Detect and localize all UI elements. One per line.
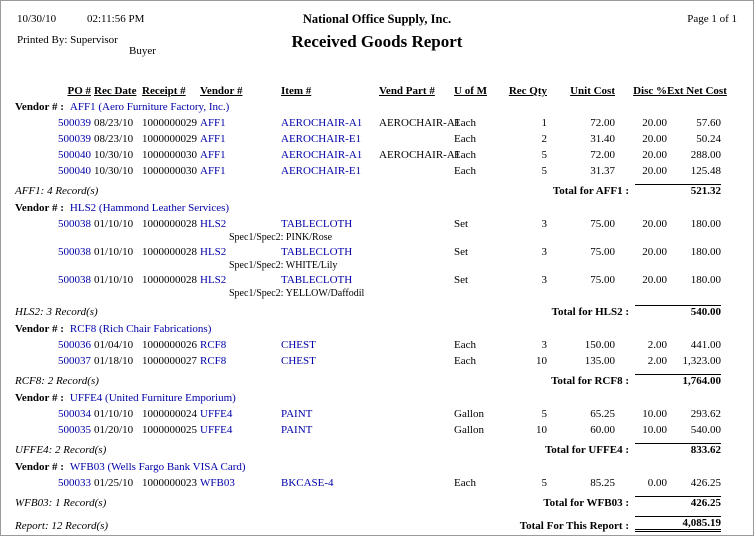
cell-ext: 540.00: [690, 424, 721, 436]
vendor-subtotal-row: [15, 369, 721, 388]
cell-uom: Gallon: [454, 424, 484, 436]
cell-ext: 50.24: [696, 133, 721, 145]
vendor-total-value: 1,764.00: [635, 374, 721, 388]
cell-rec-date: 08/23/10: [94, 133, 134, 145]
col-header-rec-qty: Rec Qty: [508, 85, 547, 97]
vendor-total-label: Total for AFF1 :: [552, 185, 629, 197]
cell-disc: 20.00: [642, 246, 667, 258]
cell-receipt: 1000000023: [142, 477, 197, 489]
cell-ext: 180.00: [690, 246, 721, 258]
cell-receipt: 1000000030: [142, 149, 197, 161]
cell-po[interactable]: 500033: [58, 477, 91, 489]
vendor-total-label: Total for RCF8 :: [551, 375, 629, 387]
cell-qty: 5: [541, 149, 547, 161]
cell-item[interactable]: AEROCHAIR-A1: [281, 149, 363, 161]
cell-qty: 5: [541, 408, 547, 420]
cell-vend-part: [376, 475, 451, 491]
cell-vendor[interactable]: UFFE4: [200, 424, 233, 436]
cell-vend-part: [376, 216, 451, 232]
cell-rec-date: 01/04/10: [94, 339, 134, 351]
cell-unit-cost: 31.40: [590, 133, 615, 145]
cell-rec-date: 10/30/10: [94, 165, 134, 177]
table-row: [15, 337, 721, 353]
report-body: [15, 99, 739, 510]
cell-po[interactable]: 500037: [58, 355, 91, 367]
cell-receipt: 1000000028: [142, 246, 197, 258]
cell-disc: 20.00: [642, 117, 667, 129]
table-row: [15, 422, 721, 438]
cell-vend-part: AEROCHAIR-A1: [379, 149, 461, 161]
cell-rec-date: 01/10/10: [94, 246, 134, 258]
cell-disc: 20.00: [642, 165, 667, 177]
cell-qty: 3: [541, 339, 547, 351]
cell-receipt: 1000000028: [142, 218, 197, 230]
cell-unit-cost: 135.00: [584, 355, 615, 367]
cell-item[interactable]: AEROCHAIR-E1: [281, 133, 362, 145]
report-header: [15, 7, 739, 79]
cell-uom: Each: [454, 117, 476, 129]
vendor-total-label: Total for UFFE4 :: [544, 444, 629, 456]
vendor-group: [15, 390, 739, 457]
cell-receipt: 1000000026: [142, 339, 197, 351]
cell-uom: Each: [454, 355, 476, 367]
cell-disc: 20.00: [642, 274, 667, 286]
vendor-group: [15, 200, 739, 319]
cell-vendor[interactable]: AFF1: [200, 133, 226, 145]
vendor-header-row: [15, 321, 739, 337]
vendor-name-link[interactable]: WFB03 (Wells Fargo Bank VISA Card): [69, 461, 246, 473]
vendor-name-link[interactable]: RCF8 (Rich Chair Fabrications): [69, 323, 212, 335]
cell-item[interactable]: AEROCHAIR-E1: [281, 165, 362, 177]
table-row: [15, 131, 721, 147]
cell-qty: 3: [541, 274, 547, 286]
cell-uom: Each: [454, 477, 476, 489]
report-total-row: [15, 512, 721, 532]
cell-po[interactable]: 500034: [58, 408, 91, 420]
cell-ext: 293.62: [690, 408, 721, 420]
table-row: [15, 475, 721, 491]
cell-vend-part: [376, 337, 451, 353]
spec-line: Spec1/Spec2: YELLOW/Daffodil: [229, 288, 365, 299]
cell-item[interactable]: TABLECLOTH: [281, 274, 353, 286]
cell-rec-date: 01/10/10: [94, 218, 134, 230]
cell-po[interactable]: 500035: [58, 424, 91, 436]
cell-receipt: 1000000030: [142, 165, 197, 177]
cell-ext: 288.00: [690, 149, 721, 161]
vendor-record-count: AFF1: 4 Record(s): [15, 185, 99, 197]
cell-receipt: 1000000029: [142, 133, 197, 145]
vendor-header-row: [15, 459, 739, 475]
vendor-group: [15, 99, 739, 198]
cell-rec-date: 10/30/10: [94, 149, 134, 161]
cell-unit-cost: 150.00: [584, 339, 615, 351]
cell-unit-cost: 31.37: [590, 165, 615, 177]
vendor-total-label: Total for WFB03 :: [543, 497, 629, 509]
cell-receipt: 1000000025: [142, 424, 197, 436]
col-header-disc: Disc %: [633, 85, 667, 97]
cell-rec-date: 01/25/10: [94, 477, 134, 489]
cell-item[interactable]: PAINT: [281, 408, 313, 420]
col-header-item: Item #: [281, 85, 312, 97]
vendor-record-count: UFFE4: 2 Record(s): [15, 444, 107, 456]
cell-receipt: 1000000024: [142, 408, 197, 420]
cell-qty: 10: [536, 424, 547, 436]
table-row: [15, 244, 721, 260]
cell-uom: Gallon: [454, 408, 484, 420]
cell-unit-cost: 85.25: [590, 477, 615, 489]
vendor-total-value: 540.00: [635, 305, 721, 319]
cell-po[interactable]: 500036: [58, 339, 91, 351]
page-title: Received Goods Report: [291, 32, 463, 51]
cell-po[interactable]: 500039: [58, 133, 91, 145]
cell-po[interactable]: 500040: [58, 149, 91, 161]
cell-qty: 2: [541, 133, 547, 145]
cell-rec-date: 01/18/10: [94, 355, 134, 367]
table-row: [15, 406, 721, 422]
cell-uom: Set: [454, 274, 469, 286]
cell-unit-cost: 65.25: [590, 408, 615, 420]
column-header-row: [15, 79, 727, 97]
cell-uom: Set: [454, 218, 469, 230]
cell-unit-cost: 72.00: [590, 117, 615, 129]
vendor-total-value: 833.62: [635, 443, 721, 457]
cell-vend-part: [376, 406, 451, 422]
cell-item[interactable]: BKCASE-4: [281, 477, 334, 489]
cell-ext: 57.60: [696, 117, 721, 129]
vendor-number-label: Vendor # :: [15, 461, 64, 473]
cell-rec-date: 08/23/10: [94, 117, 134, 129]
cell-uom: Set: [454, 246, 469, 258]
cell-item[interactable]: TABLECLOTH: [281, 218, 353, 230]
vendor-number-label: Vendor # :: [15, 202, 64, 214]
cell-receipt: 1000000029: [142, 117, 197, 129]
cell-qty: 5: [541, 165, 547, 177]
cell-po[interactable]: 500038: [58, 274, 91, 286]
cell-qty: 5: [541, 477, 547, 489]
cell-item[interactable]: CHEST: [281, 355, 316, 367]
cell-qty: 1: [541, 117, 547, 129]
cell-disc: 0.00: [647, 477, 667, 489]
cell-disc: 20.00: [642, 149, 667, 161]
vendor-group: [15, 459, 739, 510]
cell-disc: 10.00: [642, 408, 667, 420]
cell-vend-part: AEROCHAIR-A1: [379, 117, 461, 129]
cell-disc: 2.00: [647, 339, 667, 351]
cell-disc: 2.00: [647, 355, 667, 367]
vendor-total-value: 426.25: [635, 496, 721, 510]
vendor-name-link[interactable]: AFF1 (Aero Furniture Factory, Inc.): [69, 101, 230, 113]
col-header-po: PO #: [67, 85, 91, 97]
cell-vendor[interactable]: HLS2: [200, 274, 227, 286]
cell-vend-part: [376, 422, 451, 438]
cell-rec-date: 01/10/10: [94, 274, 134, 286]
cell-unit-cost: 72.00: [590, 149, 615, 161]
col-header-vendor: Vendor #: [200, 85, 243, 97]
cell-disc: 20.00: [642, 133, 667, 145]
cell-vend-part: [376, 244, 451, 260]
cell-unit-cost: 60.00: [590, 424, 615, 436]
cell-ext: 1,323.00: [682, 355, 721, 367]
table-row: [15, 147, 721, 163]
cell-rec-date: 01/20/10: [94, 424, 134, 436]
cell-uom: Each: [454, 133, 476, 145]
vendor-record-count: HLS2: 3 Record(s): [15, 306, 98, 318]
vendor-subtotal-row: [15, 491, 721, 510]
buyer-label: Buyer: [129, 45, 156, 57]
cell-vend-part: [376, 272, 451, 288]
cell-uom: Each: [454, 165, 476, 177]
table-row: [15, 115, 721, 131]
cell-unit-cost: 75.00: [590, 274, 615, 286]
table-row: [15, 216, 721, 232]
vendor-header-row: [15, 200, 739, 216]
vendor-header-row: [15, 390, 739, 406]
spec-line: Spec1/Spec2: PINK/Rose: [229, 232, 333, 243]
report-total-value: 4,085.19: [635, 516, 721, 532]
cell-unit-cost: 75.00: [590, 246, 615, 258]
spec-line: Spec1/Spec2: WHITE/Lily: [229, 260, 338, 271]
vendor-record-count: RCF8: 2 Record(s): [15, 375, 99, 387]
cell-item[interactable]: PAINT: [281, 424, 313, 436]
cell-unit-cost: 75.00: [590, 218, 615, 230]
vendor-name-link[interactable]: HLS2 (Hammond Leather Services): [69, 202, 230, 214]
col-header-unit-cost: Unit Cost: [570, 85, 615, 97]
vendor-header-row: [15, 99, 739, 115]
cell-ext: 426.25: [690, 477, 721, 489]
cell-vend-part: [376, 163, 451, 179]
cell-vendor[interactable]: HLS2: [200, 218, 227, 230]
cell-qty: 3: [541, 218, 547, 230]
cell-disc: 20.00: [642, 218, 667, 230]
col-header-ext-cost: Ext Net Cost: [667, 85, 727, 97]
col-header-rec-date: Rec Date: [94, 85, 137, 97]
vendor-name-link[interactable]: UFFE4 (United Furniture Emporium): [69, 392, 236, 404]
print-date: 10/30/10: [17, 13, 57, 25]
cell-vendor[interactable]: AFF1: [200, 149, 226, 161]
print-time: 02:11:56 PM: [87, 13, 145, 25]
cell-po[interactable]: 500038: [58, 246, 91, 258]
report-record-count: Report: 12 Record(s): [15, 520, 109, 532]
cell-vendor[interactable]: UFFE4: [200, 408, 233, 420]
cell-ext: 125.48: [690, 165, 721, 177]
cell-ext: 180.00: [690, 218, 721, 230]
col-header-uom: U of M: [454, 85, 487, 97]
cell-qty: 3: [541, 246, 547, 258]
cell-disc: 10.00: [642, 424, 667, 436]
cell-item[interactable]: CHEST: [281, 339, 316, 351]
cell-vend-part: [376, 353, 451, 369]
cell-qty: 10: [536, 355, 547, 367]
vendor-total-label: Total for HLS2 :: [551, 306, 629, 318]
cell-item[interactable]: AEROCHAIR-A1: [281, 117, 363, 129]
vendor-subtotal-row: [15, 438, 721, 457]
cell-receipt: 1000000027: [142, 355, 197, 367]
col-header-receipt: Receipt #: [142, 85, 186, 97]
vendor-number-label: Vendor # :: [15, 323, 64, 335]
cell-uom: Each: [454, 339, 476, 351]
cell-ext: 441.00: [690, 339, 721, 351]
cell-po[interactable]: 500040: [58, 165, 91, 177]
vendor-group: [15, 321, 739, 388]
cell-po[interactable]: 500039: [58, 117, 91, 129]
cell-vend-part: [376, 131, 451, 147]
cell-ext: 180.00: [690, 274, 721, 286]
cell-vendor[interactable]: RCF8: [200, 339, 227, 351]
vendor-number-label: Vendor # :: [15, 392, 64, 404]
vendor-number-label: Vendor # :: [15, 101, 64, 113]
report-total-label: Total For This Report :: [519, 520, 629, 532]
cell-po[interactable]: 500038: [58, 218, 91, 230]
cell-vendor[interactable]: AFF1: [200, 165, 226, 177]
page-indicator: Page 1 of 1: [687, 13, 737, 25]
cell-vendor[interactable]: AFF1: [200, 117, 226, 129]
vendor-total-value: 521.32: [635, 184, 721, 198]
printed-by: Printed By: Supervisor: [17, 34, 118, 46]
vendor-record-count: WFB03: 1 Record(s): [15, 497, 107, 509]
vendor-subtotal-row: [15, 179, 721, 198]
cell-uom: Each: [454, 149, 476, 161]
col-header-vend-part: Vend Part #: [379, 85, 435, 97]
cell-receipt: 1000000028: [142, 274, 197, 286]
table-row: [15, 353, 721, 369]
cell-rec-date: 01/10/10: [94, 408, 134, 420]
cell-vendor[interactable]: RCF8: [200, 355, 227, 367]
cell-vendor[interactable]: HLS2: [200, 246, 227, 258]
table-row: [15, 163, 721, 179]
vendor-subtotal-row: [15, 300, 721, 319]
cell-item[interactable]: TABLECLOTH: [281, 246, 353, 258]
company-name: National Office Supply, Inc.: [302, 12, 452, 26]
cell-vendor[interactable]: WFB03: [200, 477, 235, 489]
table-row: [15, 272, 721, 288]
